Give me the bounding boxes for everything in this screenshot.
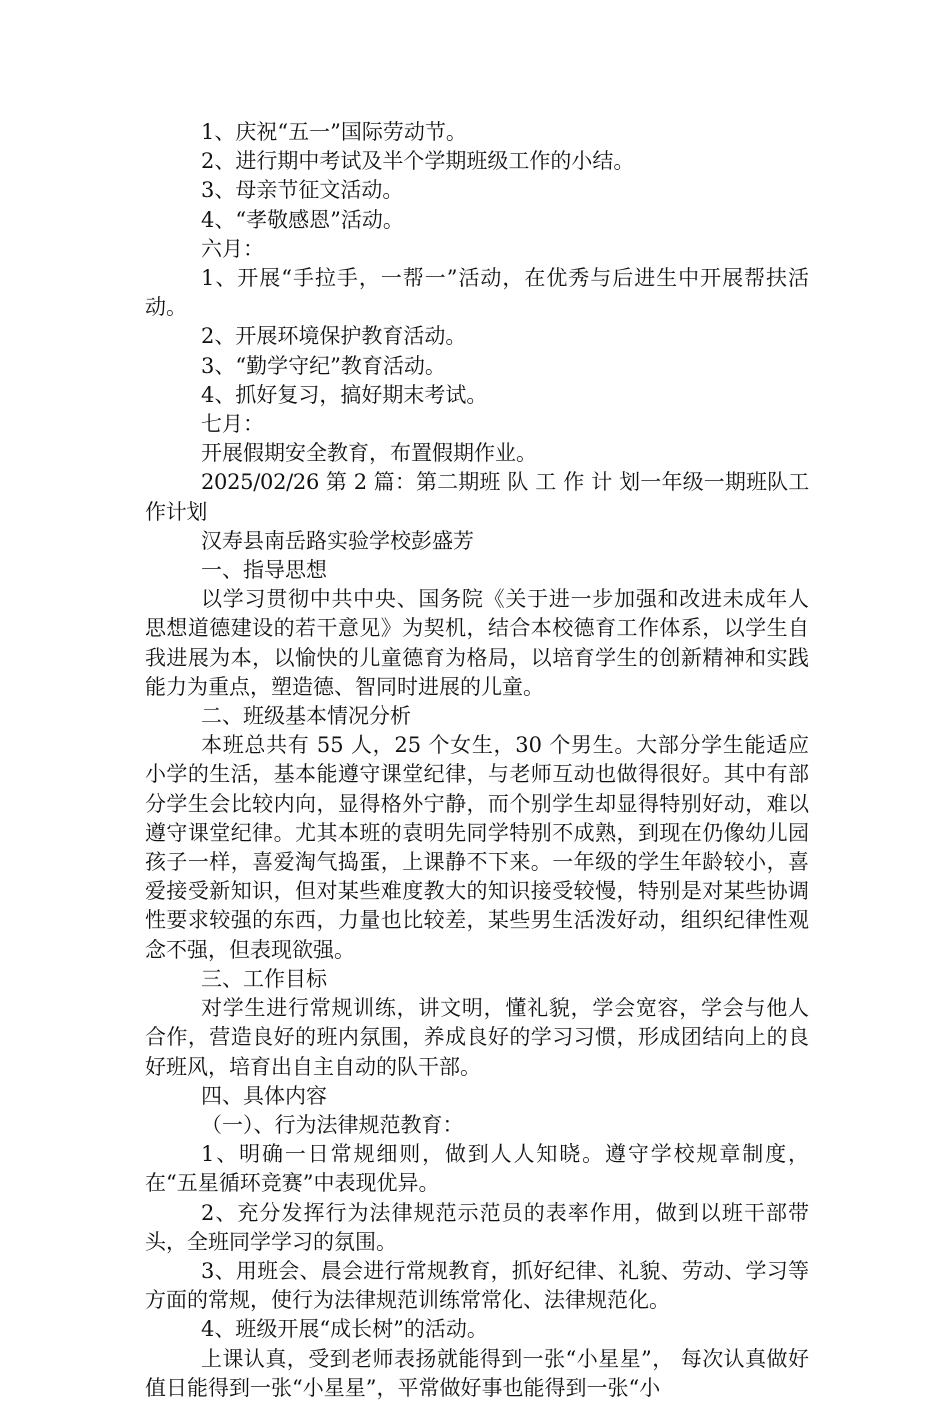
paragraph: 六月： (201, 236, 264, 261)
paragraph: 上课认真，受到老师表扬就能得到一张“小星星”， 每次认真做好值日能得到一张“小星星”，平常做好事也能得到一张“小 (145, 1346, 809, 1400)
author-line: 汉寿县南岳路实验学校彭盛芳 (201, 528, 474, 553)
paragraph: 1、开展“手拉手，一帮一”活动，在优秀与后进生中开展帮扶活动。 (145, 266, 809, 320)
paragraph: 2、开展环境保护教育活动。 (201, 324, 467, 349)
paragraph: 3、“勤学守纪”教育活动。 (201, 353, 446, 378)
section-heading: 二、班级基本情况分析 (201, 704, 411, 729)
section-heading: 三、工作目标 (201, 966, 327, 991)
paragraph: 1、庆祝“五一”国际劳动节。 (201, 120, 467, 144)
paragraph: 本班总共有 55 人，25 个女生，30 个男生。大部分学生能适应小学的生活，基本能遵守课堂纪律，与老师互动也做得很好。其中有部分学生会比较内向，显得格外宁静，而个别学生却显得特别好动，难以遵守课堂纪律。尤其本班的袁明先同学特别不成熟，到现在仍像幼儿园孩子一样，喜爱淘气捣蛋，上课静不下来。一年级的学生年龄较小，喜爱接受新知识，但对某些难度教大的知识接受较慢，特别是对某些协调性要求较强的东西，力量也比较差，某些男生活泼好动，组织纪律性观念不强，但表现欲强。 (145, 733, 809, 962)
section-heading: 四、具体内容 (201, 1083, 327, 1108)
paragraph: 4、班级开展“成长树”的活动。 (201, 1317, 488, 1342)
paragraph: 3、母亲节征文活动。 (201, 178, 404, 203)
paragraph: 开展假期安全教育，布置假期作业。 (201, 441, 537, 466)
paragraph: 4、抓好复习，搞好期末考试。 (201, 382, 488, 407)
subsection-heading: （一）、行为法律规范教育： (201, 1112, 464, 1137)
paragraph: 4、“孝敬感恩”活动。 (201, 207, 404, 232)
document-page (145, 118, 809, 1403)
paragraph: 对学生进行常规训练，讲文明，懂礼貌，学会宽容，学会与他人合作，营造良好的班内氛围，养成良好的学习习惯，形成团结向上的良好班风，培育出自主自动的队干部。 (145, 996, 809, 1079)
paragraph: 以学习贯彻中共中央、国务院《关于进一步加强和改进未成年人思想道德建设的若干意见》为契机，结合本校德育工作体系，以学生自我进展为本，以愉快的儿童德育为格局，以培育学生的创新精神和实践能力为重点，塑造德、智同时进展的儿童。 (145, 587, 809, 699)
paragraph: 2、充分发挥行为法律规范示范员的表率作用，做到以班干部带头，全班同学学习的氛围。 (145, 1200, 809, 1254)
paragraph: 1、明确一日常规细则，做到人人知晓。遵守学校规章制度，在“五星循环竞赛”中表现优异。 (145, 1142, 809, 1196)
section-heading: 一、指导思想 (201, 558, 327, 583)
paragraph: 3、用班会、晨会进行常规教育，抓好纪律、礼貌、劳动、学习等方面的常规，使行为法律规范训练常常化、法律规范化。 (145, 1258, 809, 1313)
paragraph: 七月： (201, 412, 264, 437)
paragraph: 2、进行期中考试及半个学期班级工作的小结。 (201, 149, 635, 174)
section-heading: 2025/02/26 第 2 篇：第二期班 队 工 作 计 划一年级一期班队工作计划 (145, 470, 809, 524)
